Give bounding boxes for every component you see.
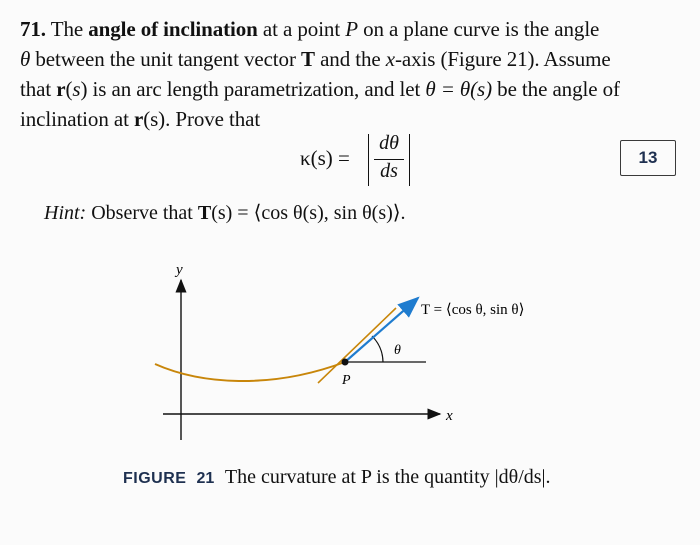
y-axis-label: y: [176, 262, 183, 278]
fraction-denominator: ds: [380, 160, 398, 182]
tangent-line: [318, 308, 396, 383]
vector-T: T: [197, 202, 212, 224]
caption-figure-number: 21: [196, 470, 215, 487]
text-run: that: [20, 77, 57, 101]
hint: [44, 200, 406, 225]
term-angle-of-inclination: angle of inclination: [88, 17, 258, 41]
equation-number-badge: 13: [620, 140, 676, 176]
angle-label: θ: [394, 343, 401, 358]
problem-line-3: [20, 74, 685, 104]
problem-71: [20, 14, 685, 134]
text-run: and the: [314, 47, 386, 71]
text-run: ) is an arc length parametrization, and let: [80, 77, 426, 101]
text-run: Observe that: [86, 202, 198, 224]
caption-text: The curvature at P is the quantity |dθ/ds|.: [224, 466, 551, 488]
point-P-marker: [342, 359, 349, 366]
text-run: inclination at: [20, 107, 134, 131]
caption-figure-label: FIGURE: [123, 470, 187, 487]
text-run: (: [65, 77, 73, 101]
angle-arc: [372, 336, 383, 362]
vector-r: r: [133, 107, 144, 131]
problem-line-1: [20, 14, 685, 44]
curvature-equation: [0, 130, 700, 190]
text-run: between the unit tangent vector: [30, 47, 301, 71]
text-run: at a point: [257, 17, 346, 41]
point-var: P: [345, 17, 358, 41]
problem-line-2: [20, 44, 685, 74]
theta-def: θ = θ(s): [425, 77, 493, 101]
text-run: The: [50, 17, 89, 41]
vector-r: r: [56, 77, 66, 101]
text-run: be the angle of: [492, 77, 620, 101]
theta-var: θ: [20, 47, 31, 71]
hint-label: Hint:: [44, 202, 87, 224]
point-P-label: P: [342, 373, 351, 388]
text-run: -axis (Figure 21). Assume: [394, 47, 611, 71]
fraction-numerator: dθ: [379, 132, 399, 154]
figure-caption: [123, 466, 551, 489]
text-run: on a plane curve is the angle: [357, 17, 600, 41]
plane-curve: [155, 362, 345, 381]
tangent-vector-label: T = ⟨cos θ, sin θ⟩: [421, 302, 525, 318]
text-run: (s). Prove that: [143, 107, 261, 131]
figure-21: [0, 258, 700, 458]
text-run: (s) = ⟨cos θ(s), sin θ(s)⟩.: [211, 202, 406, 224]
absolute-value: [368, 134, 410, 186]
x-axis-label: x: [446, 408, 453, 424]
vector-T: T: [301, 47, 315, 71]
problem-number: 71.: [20, 17, 46, 41]
equation-lhs: κ(s) =: [300, 146, 350, 170]
x-var: x: [385, 47, 395, 71]
s-var: s: [72, 77, 81, 101]
